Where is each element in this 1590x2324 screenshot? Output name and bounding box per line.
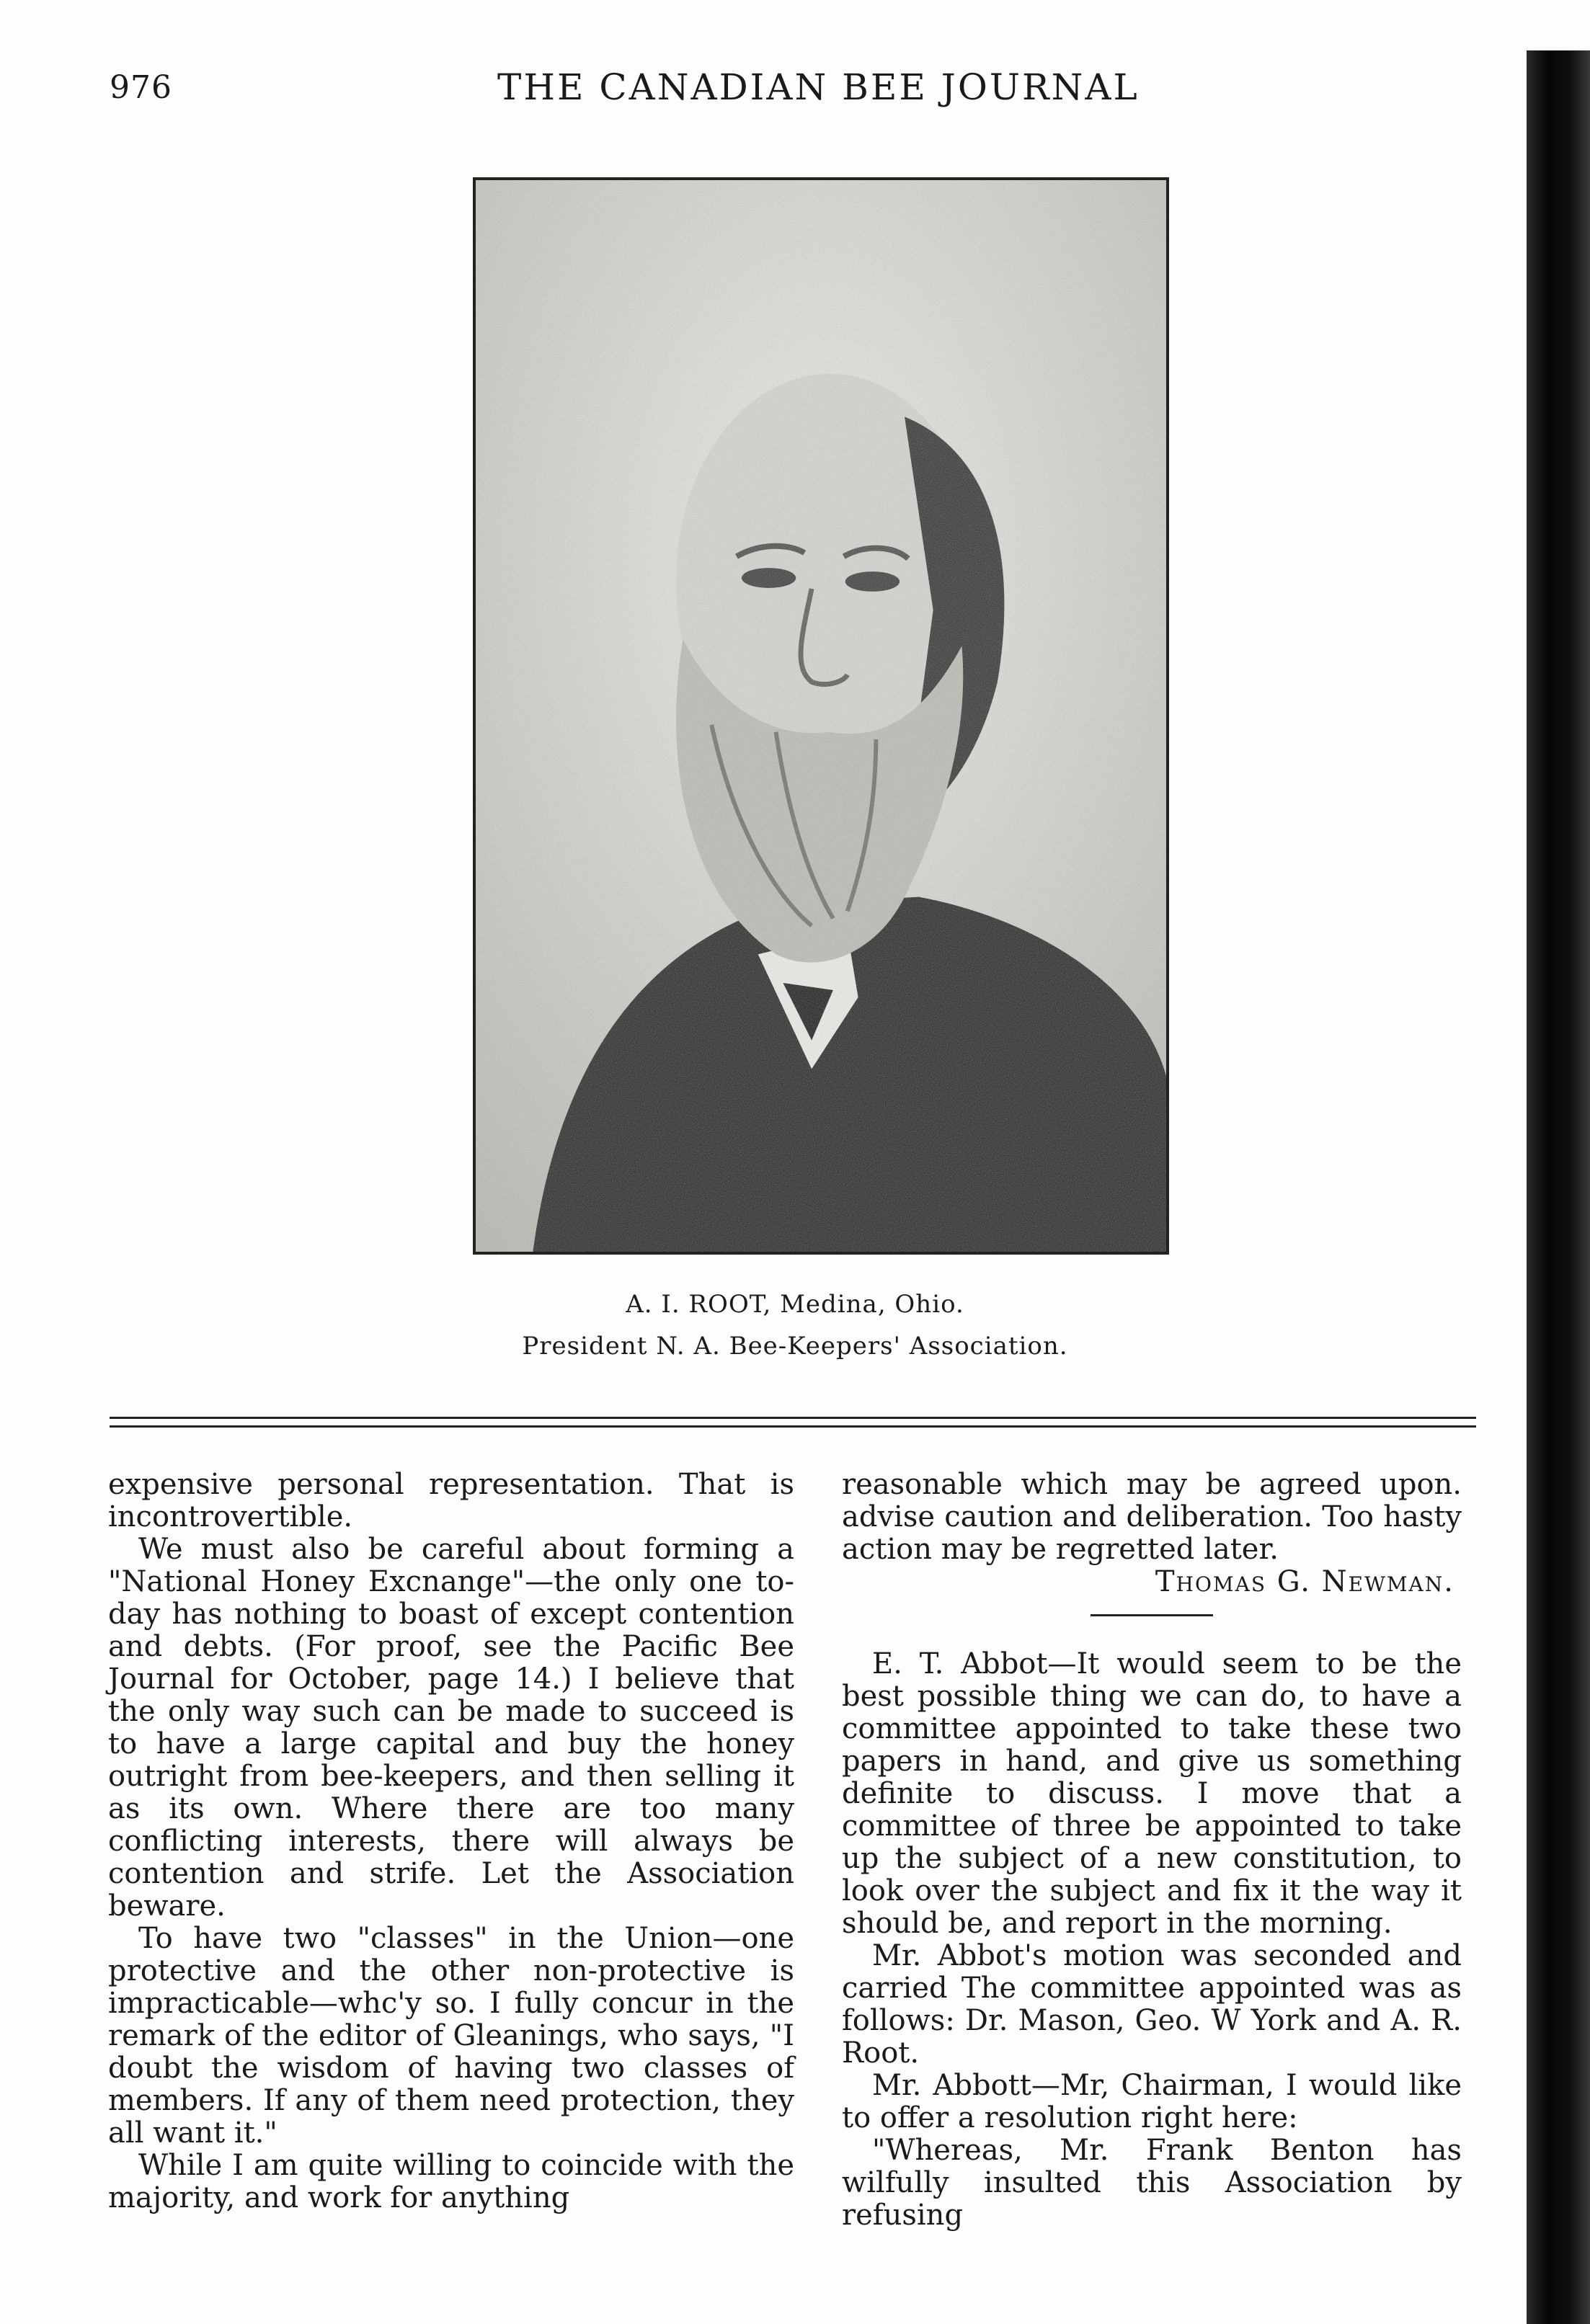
portrait-image: [473, 177, 1169, 1255]
right-column: [842, 1469, 1462, 2232]
scan-binding-shadow: [1527, 50, 1590, 2324]
paragraph: To have two "classes" in the Union—one protective and the other non-protective is impracticable—whc'y so. I fully concur in the remark of the editor of Gleanings, who says, "I doubt the wisdom of having two classes of members. If any of them need protection, they all want it.": [108, 1922, 794, 2150]
portrait-engraving: [476, 180, 1166, 1252]
paragraph: Mr. Abbot's motion was seconded and carried The committee appointed was as follows: Dr. Mason, Geo. W York and A. R. Root.: [842, 1939, 1462, 2070]
paragraph: E. T. Abbot—It would seem to be the best possible thing we can do, to have a committee appointed to take these two papers in hand, and give us something definite to discuss. I move that a committee of three be appointed to take up the subject of a new constitution, to look over the subject and fix it the way it should be, and report in the morning.: [842, 1647, 1462, 1940]
double-rule-bottom: [110, 1425, 1476, 1428]
figure-caption-title: President N. A. Bee-Keepers' Association.: [522, 1332, 1068, 1361]
paragraph: We must also be careful about forming a "National Honey Excnange"—the only one to-day has nothing to boast of except contention and debts. (For proof, see the Pacific Bee Journal for October, page 14.) I believe that the only way such can be made to succeed is to have a large capital and buy the honey outright from bee-keepers, and then selling it as its own. Where there are too many conflicting interests, there will always be contention and strife. Let the Association beware.: [108, 1533, 794, 1923]
signature: Thomas G. Newman.: [1155, 1565, 1454, 1598]
paragraph: Mr. Abbott—Mr, Chairman, I would like to offer a resolution right here:: [842, 2069, 1462, 2134]
page-number: 976: [110, 69, 172, 106]
section-divider: [1091, 1614, 1213, 1616]
double-rule-top: [110, 1417, 1476, 1419]
paragraph: expensive personal representation. That is incontrovertible.: [108, 1468, 794, 1533]
paragraph: "Whereas, Mr. Frank Benton has wilfully insulted this Association by refusing: [842, 2134, 1462, 2232]
paragraph: While I am quite willing to coincide with the majority, and work for anything: [108, 2149, 794, 2214]
figure-caption-name: A. I. ROOT, Medina, Ohio.: [626, 1290, 964, 1319]
paragraph: reasonable which may be agreed upon. advise caution and deliberation. Too hasty action may be regretted later.: [842, 1468, 1462, 1566]
left-column: [108, 1469, 794, 2214]
journal-title: THE CANADIAN BEE JOURNAL: [497, 66, 1140, 108]
